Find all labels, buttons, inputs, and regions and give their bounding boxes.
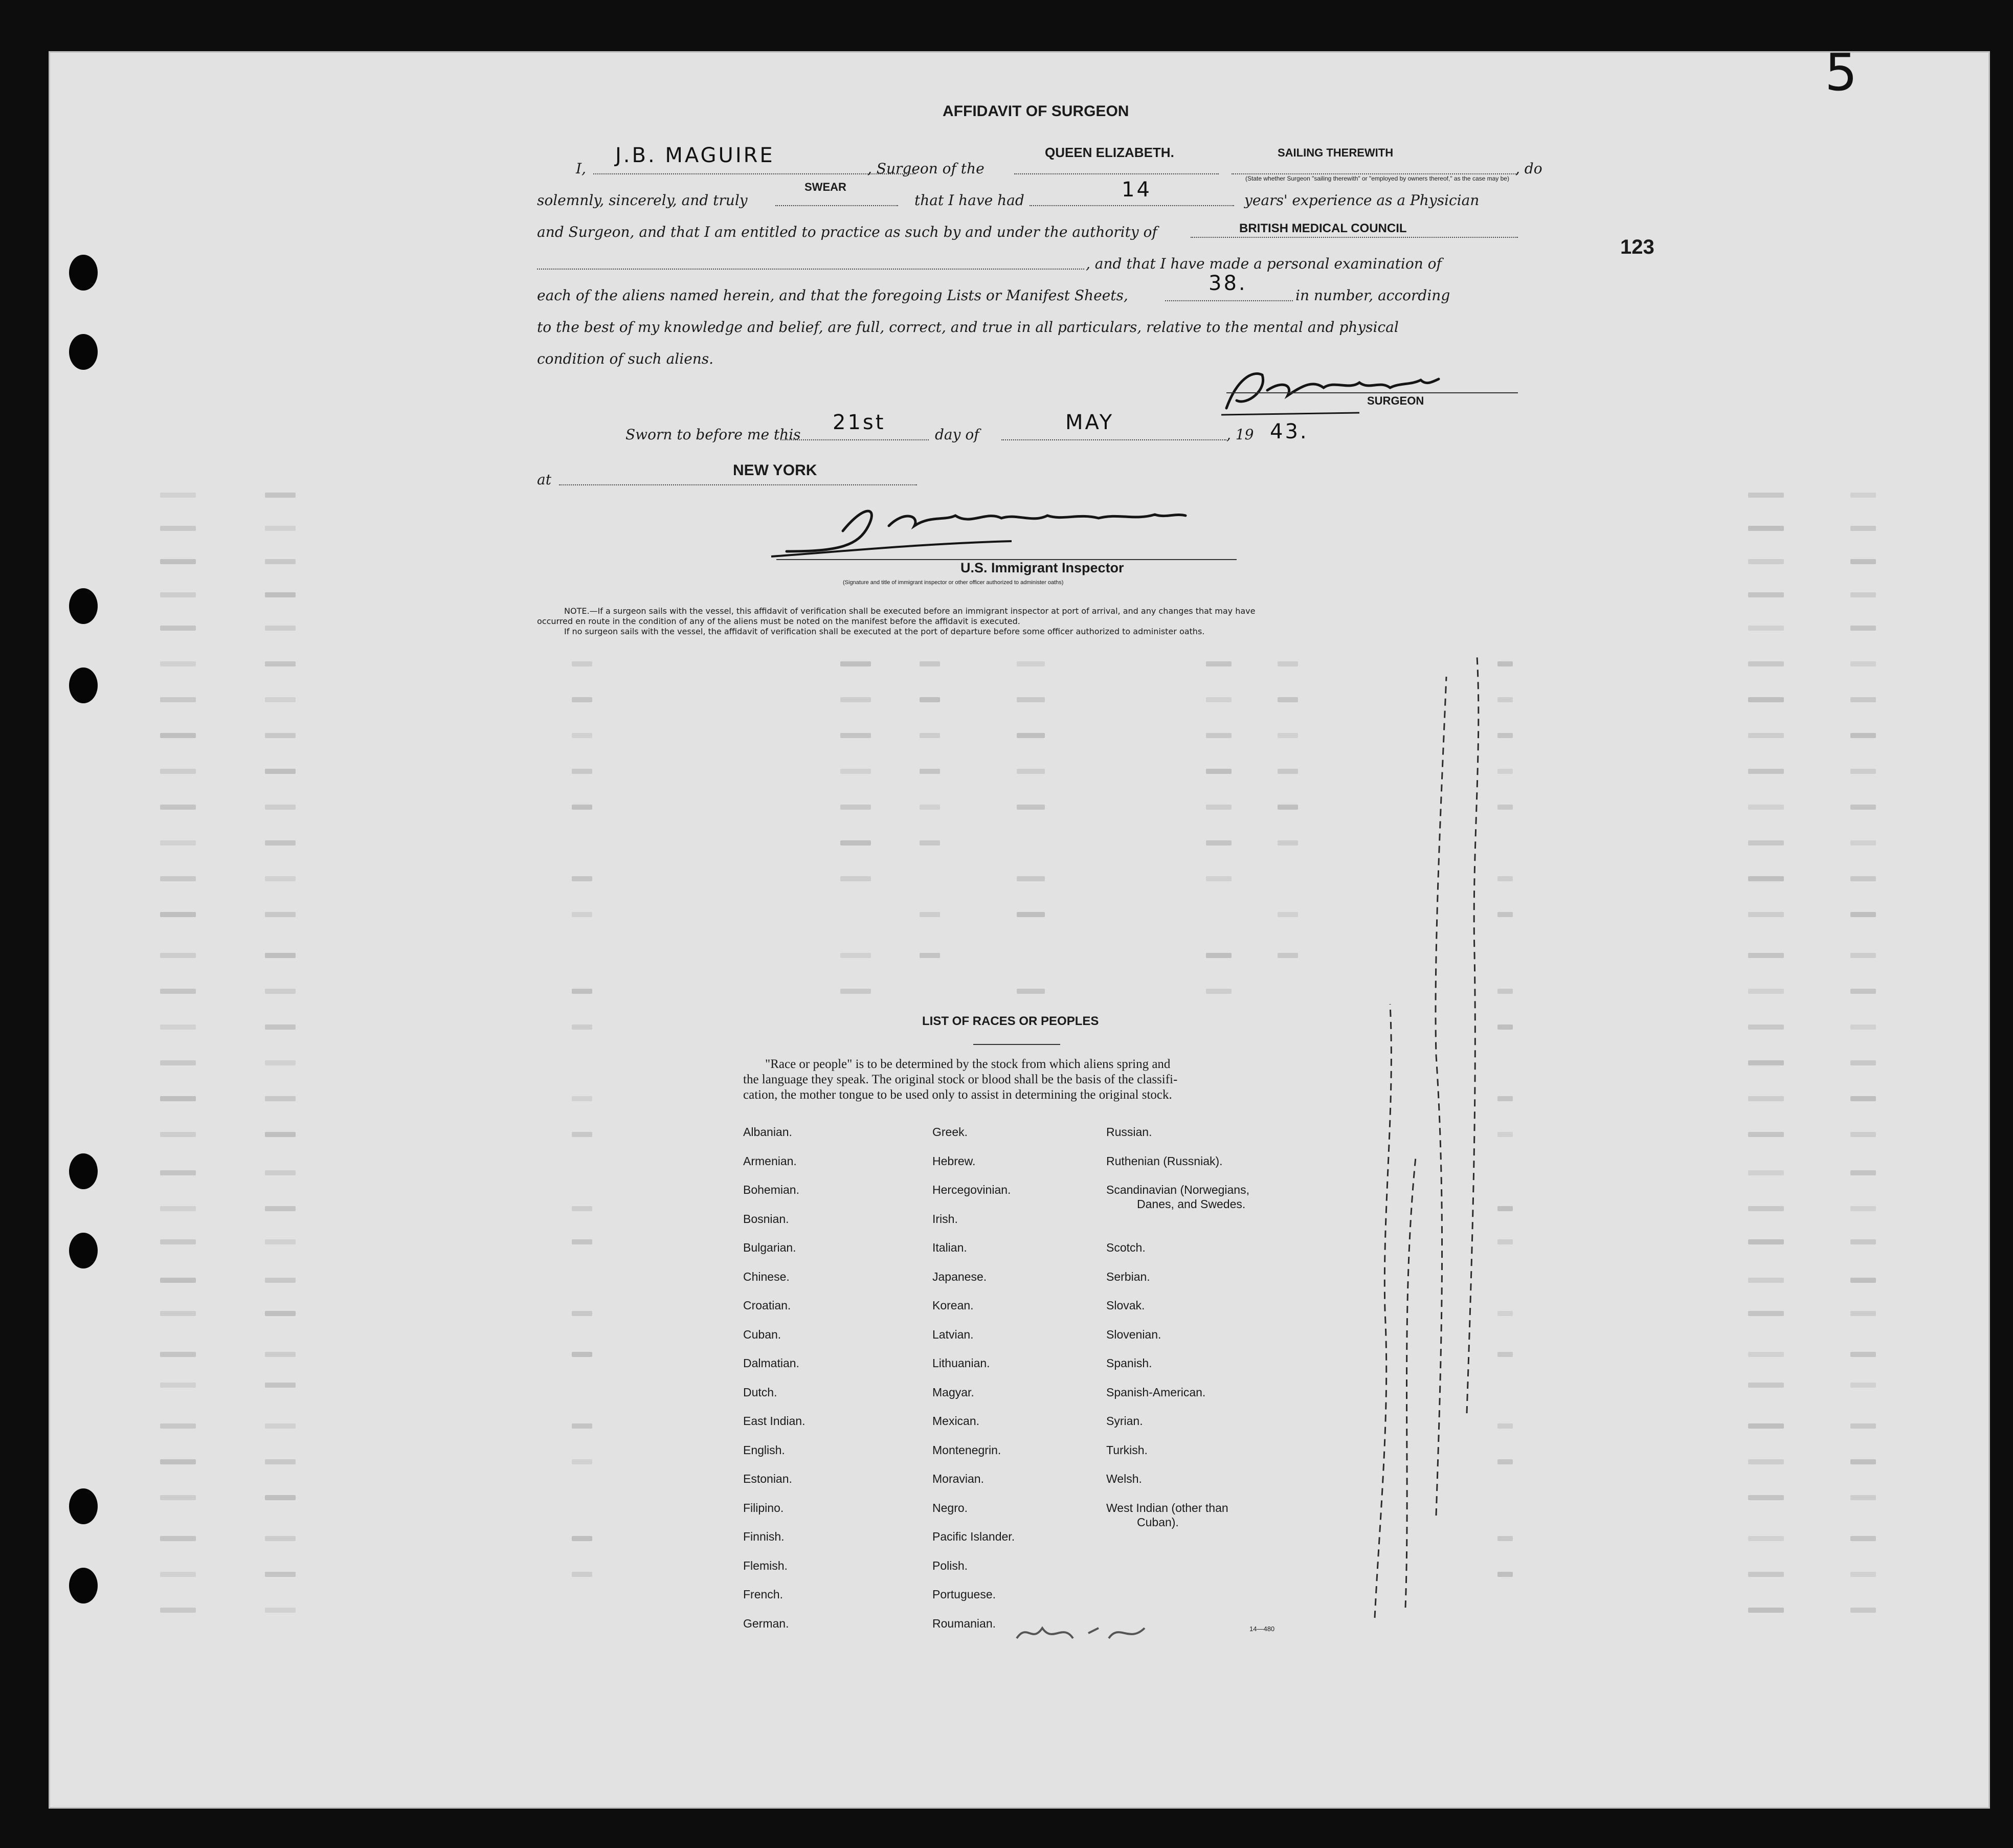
race-entry: Hercegovinian. bbox=[932, 1183, 1011, 1196]
surgeon-signature bbox=[1206, 360, 1472, 421]
punch-hole bbox=[69, 334, 98, 370]
sworn-text: Sworn to before me this bbox=[625, 426, 801, 443]
race-entry: Greek. bbox=[932, 1125, 968, 1139]
race-entry: English. bbox=[743, 1443, 785, 1457]
race-entry: Bulgarian. bbox=[743, 1241, 796, 1254]
bleed-through-row bbox=[50, 1536, 1988, 1541]
punch-hole bbox=[69, 1568, 98, 1604]
condition-text: condition of such aliens. bbox=[537, 350, 714, 367]
years-line bbox=[1030, 205, 1234, 206]
race-entry: Dalmatian. bbox=[743, 1356, 799, 1370]
years-experience: 14 bbox=[1122, 178, 1152, 202]
bleed-through-row bbox=[50, 1459, 1988, 1464]
race-entry: Irish. bbox=[932, 1212, 958, 1226]
race-entry: Magyar. bbox=[932, 1385, 974, 1399]
bleed-through-row bbox=[50, 1383, 1988, 1388]
years-suffix-text: years' experience as a Physician bbox=[1244, 192, 1480, 209]
race-entry: Slovak. bbox=[1106, 1299, 1145, 1312]
authority-name: BRITISH MEDICAL COUNCIL bbox=[1239, 221, 1407, 235]
race-entry: East Indian. bbox=[743, 1414, 806, 1428]
race-entry: Cuban. bbox=[743, 1327, 781, 1341]
bleed-through-row bbox=[50, 1423, 1988, 1429]
manifest-sheet bbox=[49, 51, 1990, 1809]
bleed-through-row bbox=[50, 559, 1988, 564]
bleed-through-row bbox=[50, 697, 1988, 702]
month-line bbox=[1001, 439, 1226, 440]
race-entry: Armenian. bbox=[743, 1154, 797, 1168]
race-entry: Roumanian. bbox=[932, 1616, 996, 1630]
race-entry: Japanese. bbox=[932, 1270, 987, 1283]
race-entry: Polish. bbox=[932, 1558, 968, 1572]
oath-line bbox=[775, 205, 898, 206]
bleed-through-row bbox=[50, 733, 1988, 738]
bleed-through-row bbox=[50, 493, 1988, 498]
races-title: LIST OF RACES OR PEOPLES bbox=[922, 1014, 1099, 1028]
examination-text: , and that I have made a personal examination of bbox=[1086, 255, 1442, 272]
race-entry: French. bbox=[743, 1588, 783, 1601]
bleed-through-row bbox=[50, 1206, 1988, 1211]
bleed-through-row bbox=[50, 876, 1988, 881]
race-entry: Welsh. bbox=[1106, 1472, 1142, 1485]
race-entry: Slovenian. bbox=[1106, 1327, 1161, 1341]
authority-text: and Surgeon, and that I am entitled to practice as such by and under the authority of bbox=[537, 224, 1157, 240]
place-line bbox=[559, 484, 917, 485]
race-entry: Chinese. bbox=[743, 1270, 790, 1283]
day-of-text: day of bbox=[935, 426, 979, 443]
race-entry: Albanian. bbox=[743, 1125, 792, 1139]
races-intro-1: "Race or people" is to be determined by the stock from which aliens spring and bbox=[765, 1057, 1171, 1071]
day-line bbox=[780, 439, 929, 440]
bleed-through-row bbox=[50, 1352, 1988, 1357]
race-entry: Croatian. bbox=[743, 1299, 791, 1312]
authority-line bbox=[1191, 237, 1518, 238]
races-intro-3: cation, the mother tongue to be used only to assist in determining the original stock. bbox=[743, 1088, 1172, 1102]
ship-line bbox=[1014, 173, 1219, 174]
punch-hole bbox=[69, 255, 98, 291]
bleed-through-row bbox=[50, 1132, 1988, 1137]
bleed-through-row bbox=[50, 769, 1988, 774]
sworn-month: MAY bbox=[1065, 411, 1114, 434]
affidavit-title: AFFIDAVIT OF SURGEON bbox=[943, 103, 1129, 120]
sailing-line bbox=[1232, 173, 1518, 174]
race-entry: Russian. bbox=[1106, 1125, 1152, 1139]
sheets-line bbox=[1165, 300, 1293, 301]
inspector-note: (Signature and title of immigrant inspector or other officer authorized to administer oaths) bbox=[843, 580, 1064, 586]
bleed-through-row bbox=[50, 1311, 1988, 1316]
sworn-day: 21st bbox=[833, 411, 886, 434]
affidavit-i: I, bbox=[576, 160, 586, 177]
race-entry: Montenegrin. bbox=[932, 1443, 1001, 1457]
note-line-2: occurred en route in the condition of any of the aliens must be noted on the manifest before the affidavit is executed. bbox=[537, 616, 1020, 626]
race-entry: Estonian. bbox=[743, 1472, 792, 1485]
bleed-through-row bbox=[50, 1608, 1988, 1613]
manifest-sheets-text: each of the aliens named herein, and that the foregoing Lists or Manifest Sheets, bbox=[537, 287, 1128, 304]
surgeon-signature-line bbox=[1226, 392, 1518, 393]
at-text: at bbox=[537, 471, 551, 488]
page-number: 123 bbox=[1620, 236, 1654, 258]
races-intro-2: the language they speak. The original stock or blood shall be the basis of the classifi- bbox=[743, 1073, 1178, 1086]
knowledge-text: to the best of my knowledge and belief, are full, correct, and true in all particulars, relative to the mental and physical bbox=[537, 319, 1399, 336]
handwritten-scribble bbox=[1012, 1613, 1155, 1654]
oath-word: SWEAR bbox=[804, 181, 846, 193]
race-entry: Latvian. bbox=[932, 1327, 974, 1341]
sworn-place: NEW YORK bbox=[733, 462, 817, 479]
race-entry: Serbian. bbox=[1106, 1270, 1150, 1283]
sheet-count: 38. bbox=[1209, 272, 1247, 295]
race-entry: Flemish. bbox=[743, 1558, 788, 1572]
race-entry: German. bbox=[743, 1616, 789, 1630]
race-entry: Hebrew. bbox=[932, 1154, 976, 1168]
races-title-rule bbox=[973, 1044, 1060, 1045]
race-entry: West Indian (other than bbox=[1106, 1501, 1228, 1515]
race-entry: Dutch. bbox=[743, 1385, 777, 1399]
note-line-1: NOTE.—If a surgeon sails with the vessel, this affidavit of verification shall be executed before an immigrant inspector at port of arrival, and any changes that may have bbox=[564, 606, 1256, 616]
race-entry: Cuban). bbox=[1137, 1515, 1179, 1529]
bleed-through-row bbox=[50, 592, 1988, 597]
race-entry: Bohemian. bbox=[743, 1183, 799, 1196]
bleed-through-row bbox=[50, 953, 1988, 958]
bleed-through-row bbox=[50, 661, 1988, 666]
handwritten-check-marks bbox=[1359, 646, 1528, 1659]
bleed-through-row bbox=[50, 1170, 1988, 1175]
race-entry: Turkish. bbox=[1106, 1443, 1148, 1457]
race-entry: Mexican. bbox=[932, 1414, 980, 1428]
surgeon-label: SURGEON bbox=[1367, 394, 1424, 407]
race-entry: Finnish. bbox=[743, 1530, 785, 1543]
surgeon-of-text: , Surgeon of the bbox=[867, 160, 985, 177]
race-entry: Spanish. bbox=[1106, 1356, 1152, 1370]
sailing-status: SAILING THEREWITH bbox=[1278, 146, 1394, 159]
year-prefix-text: , 19 bbox=[1226, 426, 1254, 443]
race-entry: Negro. bbox=[932, 1501, 968, 1515]
authority-continuation-line bbox=[537, 269, 1084, 270]
note-line-3: If no surgeon sails with the vessel, the affidavit of verification shall be executed at the port of departure before some officer authorized to administer oaths. bbox=[564, 627, 1205, 636]
punch-hole bbox=[69, 588, 98, 624]
bleed-through-row bbox=[50, 840, 1988, 845]
race-entry: Portuguese. bbox=[932, 1588, 996, 1601]
do-text: , do bbox=[1515, 160, 1542, 177]
race-entry: Ruthenian (Russniak). bbox=[1106, 1154, 1223, 1168]
punch-hole bbox=[69, 667, 98, 703]
race-entry: Scotch. bbox=[1106, 1241, 1146, 1254]
surgeon-name: J.B. MAGUIRE bbox=[615, 144, 775, 167]
bleed-through-row bbox=[50, 1572, 1988, 1577]
bleed-through-row bbox=[50, 805, 1988, 810]
race-entry: Bosnian. bbox=[743, 1212, 789, 1226]
ship-name: QUEEN ELIZABETH. bbox=[1045, 145, 1174, 160]
punch-hole bbox=[69, 1153, 98, 1189]
race-entry: Pacific Islander. bbox=[932, 1530, 1015, 1543]
punch-hole bbox=[69, 1233, 98, 1268]
sworn-year: 43. bbox=[1270, 420, 1309, 443]
race-entry: Italian. bbox=[932, 1241, 967, 1254]
bleed-through-row bbox=[50, 1239, 1988, 1244]
years-had-text: that I have had bbox=[914, 192, 1024, 209]
in-number-text: in number, according bbox=[1295, 287, 1450, 304]
punch-hole bbox=[69, 1488, 98, 1524]
race-entry: Scandinavian (Norwegians, bbox=[1106, 1183, 1249, 1196]
corner-mark: 5 bbox=[1825, 51, 1858, 102]
bleed-through-row bbox=[50, 626, 1988, 631]
race-entry: Moravian. bbox=[932, 1472, 984, 1485]
sailing-note: (State whether Surgeon "sailing therewith" or "employed by owners thereof," as the case may be) bbox=[1245, 175, 1509, 182]
inspector-label: U.S. Immigrant Inspector bbox=[960, 560, 1124, 575]
form-number: 14—480 bbox=[1249, 1625, 1275, 1633]
bleed-through-row bbox=[50, 1278, 1988, 1283]
race-entry: Filipino. bbox=[743, 1501, 784, 1515]
race-entry: Spanish-American. bbox=[1106, 1385, 1206, 1399]
bleed-through-row bbox=[50, 989, 1988, 994]
bleed-through-row bbox=[50, 526, 1988, 531]
race-entry: Danes, and Swedes. bbox=[1137, 1197, 1246, 1211]
bleed-through-row bbox=[50, 1495, 1988, 1500]
bleed-through-row bbox=[50, 912, 1988, 917]
solemnly-text: solemnly, sincerely, and truly bbox=[537, 192, 748, 209]
race-entry: Korean. bbox=[932, 1299, 974, 1312]
race-entry: Lithuanian. bbox=[932, 1356, 990, 1370]
race-entry: Syrian. bbox=[1106, 1414, 1143, 1428]
